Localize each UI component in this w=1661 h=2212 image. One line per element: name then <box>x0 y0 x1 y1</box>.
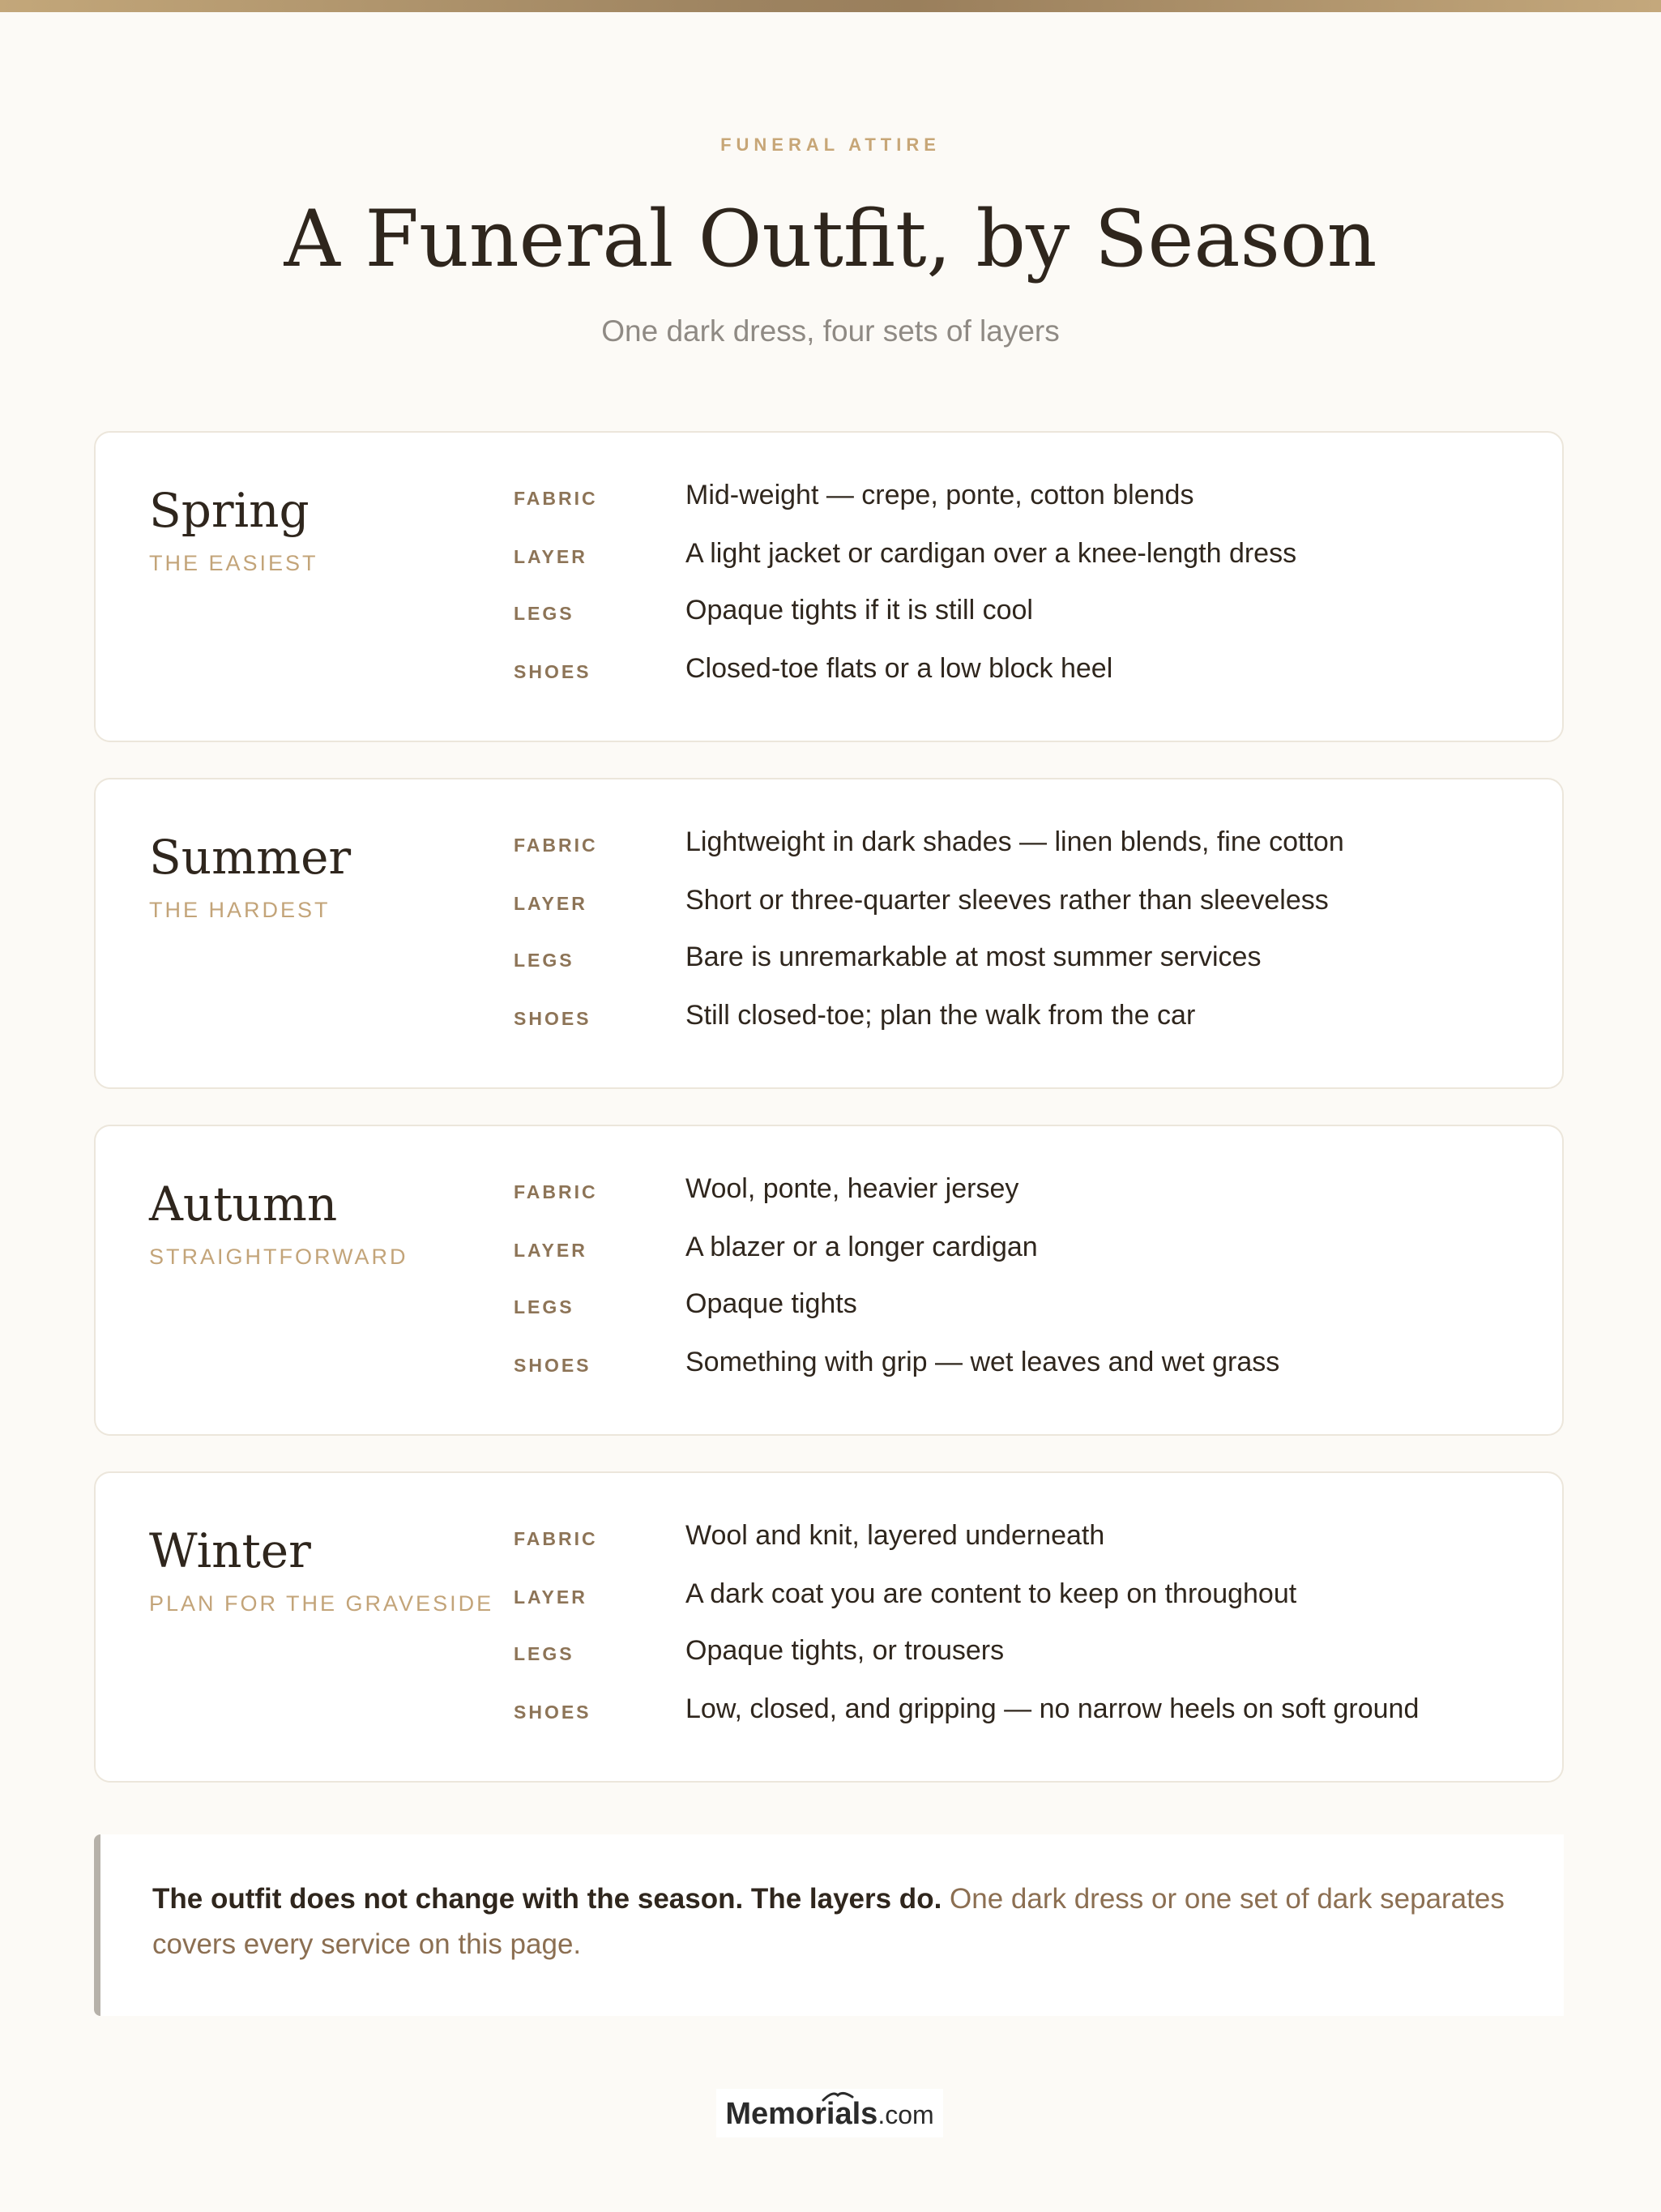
row-label-layer: LAYER <box>514 546 587 567</box>
row-value-shoes: Closed-toe flats or a low block heel <box>685 653 1113 684</box>
row-value-fabric: Wool, ponte, heavier jersey <box>685 1173 1019 1204</box>
season-name: Spring <box>149 483 310 538</box>
row-label-layer: LAYER <box>514 1240 587 1261</box>
row-label-layer: LAYER <box>514 893 587 914</box>
row-label-legs: LEGS <box>514 603 574 624</box>
callout-rest-text: One dark dress or one set of dark separates covers every service on this page. <box>152 1883 1505 1960</box>
row-value-legs: Bare is unremarkable at most summer services <box>685 942 1262 972</box>
memorials-logo[interactable] <box>716 2089 943 2137</box>
season-card-spring <box>94 431 1564 742</box>
callout-strong-text: The outfit does not change with the season. The layers do. <box>152 1883 942 1915</box>
row-label-shoes: SHOES <box>514 1355 591 1376</box>
season-tag: STRAIGHTFORWARD <box>149 1245 408 1269</box>
logo-suffix-text: .com <box>877 2100 934 2129</box>
row-label-layer: LAYER <box>514 1586 587 1608</box>
row-label-fabric: FABRIC <box>514 1528 598 1549</box>
row-value-fabric: Mid-weight — crepe, ponte, cotton blends <box>685 480 1194 510</box>
season-tag: PLAN FOR THE GRAVESIDE <box>149 1591 494 1616</box>
row-value-legs: Opaque tights <box>685 1288 857 1319</box>
season-tag: THE HARDEST <box>149 898 331 922</box>
page-title: A Funeral Outfit, by Season <box>284 194 1377 284</box>
season-tag: THE EASIEST <box>149 551 318 575</box>
row-label-shoes: SHOES <box>514 661 591 682</box>
row-label-fabric: FABRIC <box>514 1181 598 1202</box>
row-value-fabric: Lightweight in dark shades — linen blends, fine cotton <box>685 826 1344 857</box>
row-label-shoes: SHOES <box>514 1702 591 1723</box>
row-value-layer: Short or three-quarter sleeves rather than sleeveless <box>685 885 1329 916</box>
row-label-legs: LEGS <box>514 950 574 971</box>
logo-wordmark <box>716 2097 943 2132</box>
season-name: Winter <box>149 1523 311 1578</box>
row-value-layer: A blazer or a longer cardigan <box>685 1232 1038 1262</box>
summary-callout <box>94 1834 1564 2016</box>
row-value-legs: Opaque tights if it is still cool <box>685 595 1033 626</box>
row-label-fabric: FABRIC <box>514 835 598 856</box>
row-value-layer: A light jacket or cardigan over a knee-length dress <box>685 538 1297 569</box>
season-card-winter <box>94 1471 1564 1783</box>
season-name: Summer <box>149 830 352 885</box>
row-value-shoes: Still closed-toe; plan the walk from the car <box>685 1000 1196 1031</box>
logo-main-text: Memorials <box>725 2097 878 2131</box>
row-label-shoes: SHOES <box>514 1008 591 1029</box>
row-value-legs: Opaque tights, or trousers <box>685 1635 1005 1666</box>
top-accent-bar <box>0 0 1661 12</box>
season-card-autumn <box>94 1125 1564 1436</box>
row-value-shoes: Low, closed, and gripping — no narrow heels on soft ground <box>685 1693 1420 1724</box>
row-label-legs: LEGS <box>514 1643 574 1664</box>
row-value-fabric: Wool and knit, layered underneath <box>685 1520 1105 1551</box>
season-card-summer <box>94 778 1564 1089</box>
eyebrow-label: FUNERAL ATTIRE <box>720 135 941 155</box>
row-label-legs: LEGS <box>514 1296 574 1317</box>
row-value-shoes: Something with grip — wet leaves and wet grass <box>685 1347 1280 1377</box>
row-value-layer: A dark coat you are content to keep on throughout <box>685 1578 1297 1609</box>
page-subtitle: One dark dress, four sets of layers <box>601 314 1060 348</box>
season-name: Autumn <box>149 1176 338 1232</box>
row-label-fabric: FABRIC <box>514 488 598 509</box>
